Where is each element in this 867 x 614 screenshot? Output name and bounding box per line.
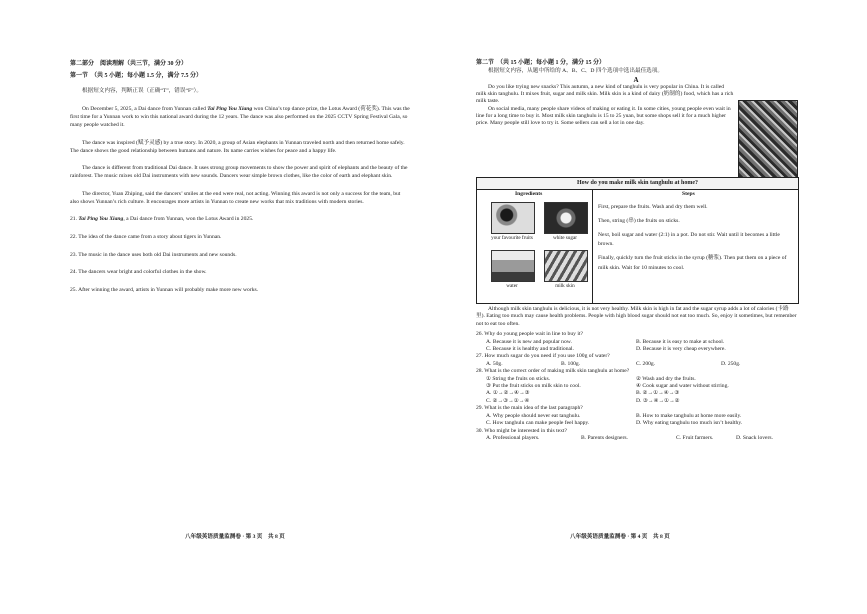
recipe-title: How do you make milk skin tanghulu at home?	[477, 178, 798, 190]
ingredients-header: Ingredients	[515, 191, 543, 197]
question-26: 26. Why do young people wait in line to buy it?	[476, 331, 583, 338]
order-item: ② Wash and dry the fruits.	[636, 375, 696, 382]
recipe-table	[476, 177, 799, 304]
step-item: Then, string (串) the fruits on sticks.	[598, 217, 680, 224]
question-30: 30. Who might be interested in this text?	[476, 427, 567, 434]
question-22: 22. The idea of the dance came from a story about tigers in Yunnan.	[70, 233, 222, 240]
left-column	[70, 60, 410, 303]
passage-paragraph-1: On December 5, 2025, a Dai dance from Yunnan called Tai Ping You Xiang won China’s top dance prize, the Lotus Award (荷花奖). This was the first time for a Yunnan work to win this national award during the 12 years. The dance was also performed on the 2025 CCTV Spring Festival Gala, so many people watched it.	[70, 106, 410, 128]
order-item: ④ Cook sugar and water without stirring.	[636, 383, 729, 390]
left-page-footer: 八年级英语质量监测卷 · 第 3 页 共 8 页	[185, 534, 285, 540]
option[interactable]: D. 250g.	[721, 360, 741, 367]
tanghulu-photo	[738, 100, 798, 178]
question-26-options	[476, 339, 797, 354]
passage-a-paragraph-1: Do you like trying new snacks? This autumn, a new kind of tanghulu is very popular in China. It is called milk skin tanghulu. It mixes fruit, sugar and milk skin. Milk skin is a kind of dairy (奶制的) food, which has a rich milk taste.	[476, 83, 734, 105]
step-item: Finally, quickly turn the fruit sticks in the syrup (糖浆). Then put them on a piece of milk skin. Wait for 10 minutes to cool.	[598, 254, 787, 271]
option[interactable]: C. Fruit farmers.	[676, 434, 714, 441]
option[interactable]: B. ②→①→④→③	[636, 390, 680, 397]
steps-header: Steps	[682, 191, 695, 197]
ingredient-label: water	[506, 283, 518, 289]
passage-paragraph-2: The dance was inspired (赋予灵感) by a true story. In 2020, a group of Asian elephants in Yunnan traveled north and then returned home safely. The dance shows the good relationship between humans and nature. Its name carries wishes for peace and a happy life.	[70, 139, 405, 154]
option[interactable]: A. ①→②→④→③	[486, 390, 530, 397]
question-25: 25. After winning the award, artists in Yunnan will probably make more new works.	[70, 286, 259, 293]
question-21: 21. Tai Ping You Xiang, a Dai dance from Yunnan, won the Lotus Award in 2025.	[70, 216, 254, 223]
ingredient-label: milk skin	[555, 283, 575, 289]
option[interactable]: D. ③→④→①→②	[636, 397, 680, 404]
option[interactable]: C. Because it is healthy and traditional.	[486, 346, 574, 353]
question-28-items	[476, 376, 797, 406]
passage-letter: A	[633, 75, 639, 84]
option[interactable]: B. 100g.	[561, 360, 581, 367]
question-30-options	[476, 435, 797, 442]
sugar-image	[544, 202, 588, 234]
question-29-options	[476, 413, 797, 428]
steps-list	[598, 203, 793, 277]
option[interactable]: A. Because it is new and popular now.	[486, 338, 572, 345]
passage-paragraph-3: The dance is different from traditional Dai dance. It uses strong group movements to show the power and spirit of elephants and the beauty of the rainforest. The music mixes old Dai instruments with new sounds. Dancers wear simple brown clothes, like the color of earth and elephant skin.	[70, 165, 408, 180]
option[interactable]: A. Why people should never eat tanghulu.	[486, 412, 581, 419]
ingredient-label: your favourite fruits	[491, 235, 533, 241]
milk-skin-image	[544, 250, 588, 282]
instruction: 根据短文内容，判断正误（正确“T”，错误“F”）。	[82, 88, 202, 94]
option[interactable]: D. Why eating tanghulu too much isn’t healthy.	[636, 420, 743, 427]
option[interactable]: D. Because it is very cheap everywhere.	[636, 346, 726, 353]
passage-a-paragraph-3: Although milk skin tanghulu is delicious, it is not very healthy. Milk skin is high in fat and the sugar syrup adds a lot of calories (卡路里). Eating too much may cause health problems. People with high blood sugar should not eat too much. So, enjoy it sometimes, but remember not to eat too often.	[476, 306, 797, 327]
option[interactable]: C. ②→③→①→④	[486, 397, 530, 404]
order-item: ③ Put the fruit sticks on milk skin to cool.	[486, 383, 581, 390]
question-28: 28. What is the correct order of making milk skin tanghulu at home?	[476, 368, 630, 375]
passage-paragraph-4: The director, Yuan Zhiping, said the dancers’ smiles at the end were real, not acting. Winning this award is not only a success for the team, but also shows Yunnan’s rich culture. It encourages more artists in Yunnan to create new works that mix traditions with modern stories.	[70, 190, 401, 205]
option[interactable]: B. How to make tanghulu at home more easily.	[636, 412, 742, 419]
question-24: 24. The dancers wear bright and colorful clothes in the show.	[70, 269, 207, 276]
ingredient-label: white sugar	[552, 235, 578, 241]
subsection-title-2: 第二节 （共 15 小题；每小题 1 分，满分 15 分）	[476, 60, 606, 66]
option[interactable]: C. How tanghulu can make people feel happy.	[486, 420, 590, 427]
instruction-2: 根据短文内容，从题中所给的 A、B、C、D 四个选项中选出最佳选项。	[488, 68, 663, 75]
passage-a-paragraph-2: On social media, many people share videos of making or eating it. In some cities, young people even wait in line for a long time to buy it. Most milk skin tanghulu is 15 to 25 yuan, but some shops sell it for a much higher price. Many people still love to try it. Some sellers can sell a lot in one day.	[476, 105, 731, 127]
order-item: ① String the fruits on sticks.	[486, 375, 551, 382]
question-23: 23. The music in the dance uses both old Dai instruments and new sounds.	[70, 251, 237, 258]
subsection-title: 第一节 （共 5 小题；每小题 1.5 分，满分 7.5 分）	[70, 73, 203, 79]
option[interactable]: D. Snack lovers.	[736, 434, 773, 441]
section-title: 第二部分 阅读理解（共三节，满分 30 分）	[70, 61, 188, 67]
water-image	[491, 250, 535, 282]
question-27: 27. How much sugar do you need if you use 100g of water?	[476, 353, 610, 360]
question-29: 29. What is the main idea of the last paragraph?	[476, 405, 583, 412]
option[interactable]: C. 200g.	[636, 360, 656, 367]
step-item: Next, boil sugar and water (2:1) in a pot. Do not stir. Wait until it becomes a little brown.	[598, 231, 780, 248]
option[interactable]: B. Parents designers.	[581, 434, 628, 441]
fruits-image	[491, 202, 535, 234]
option[interactable]: A. Professional players.	[486, 434, 540, 441]
step-item: First, prepare the fruits. Wash and dry them well.	[598, 204, 708, 210]
right-page-footer: 八年级英语质量监测卷 · 第 4 页 共 8 页	[570, 534, 670, 540]
option[interactable]: A. 50g.	[486, 360, 503, 367]
questions-column	[476, 306, 797, 442]
option[interactable]: B. Because it is easy to make at school.	[636, 338, 725, 345]
